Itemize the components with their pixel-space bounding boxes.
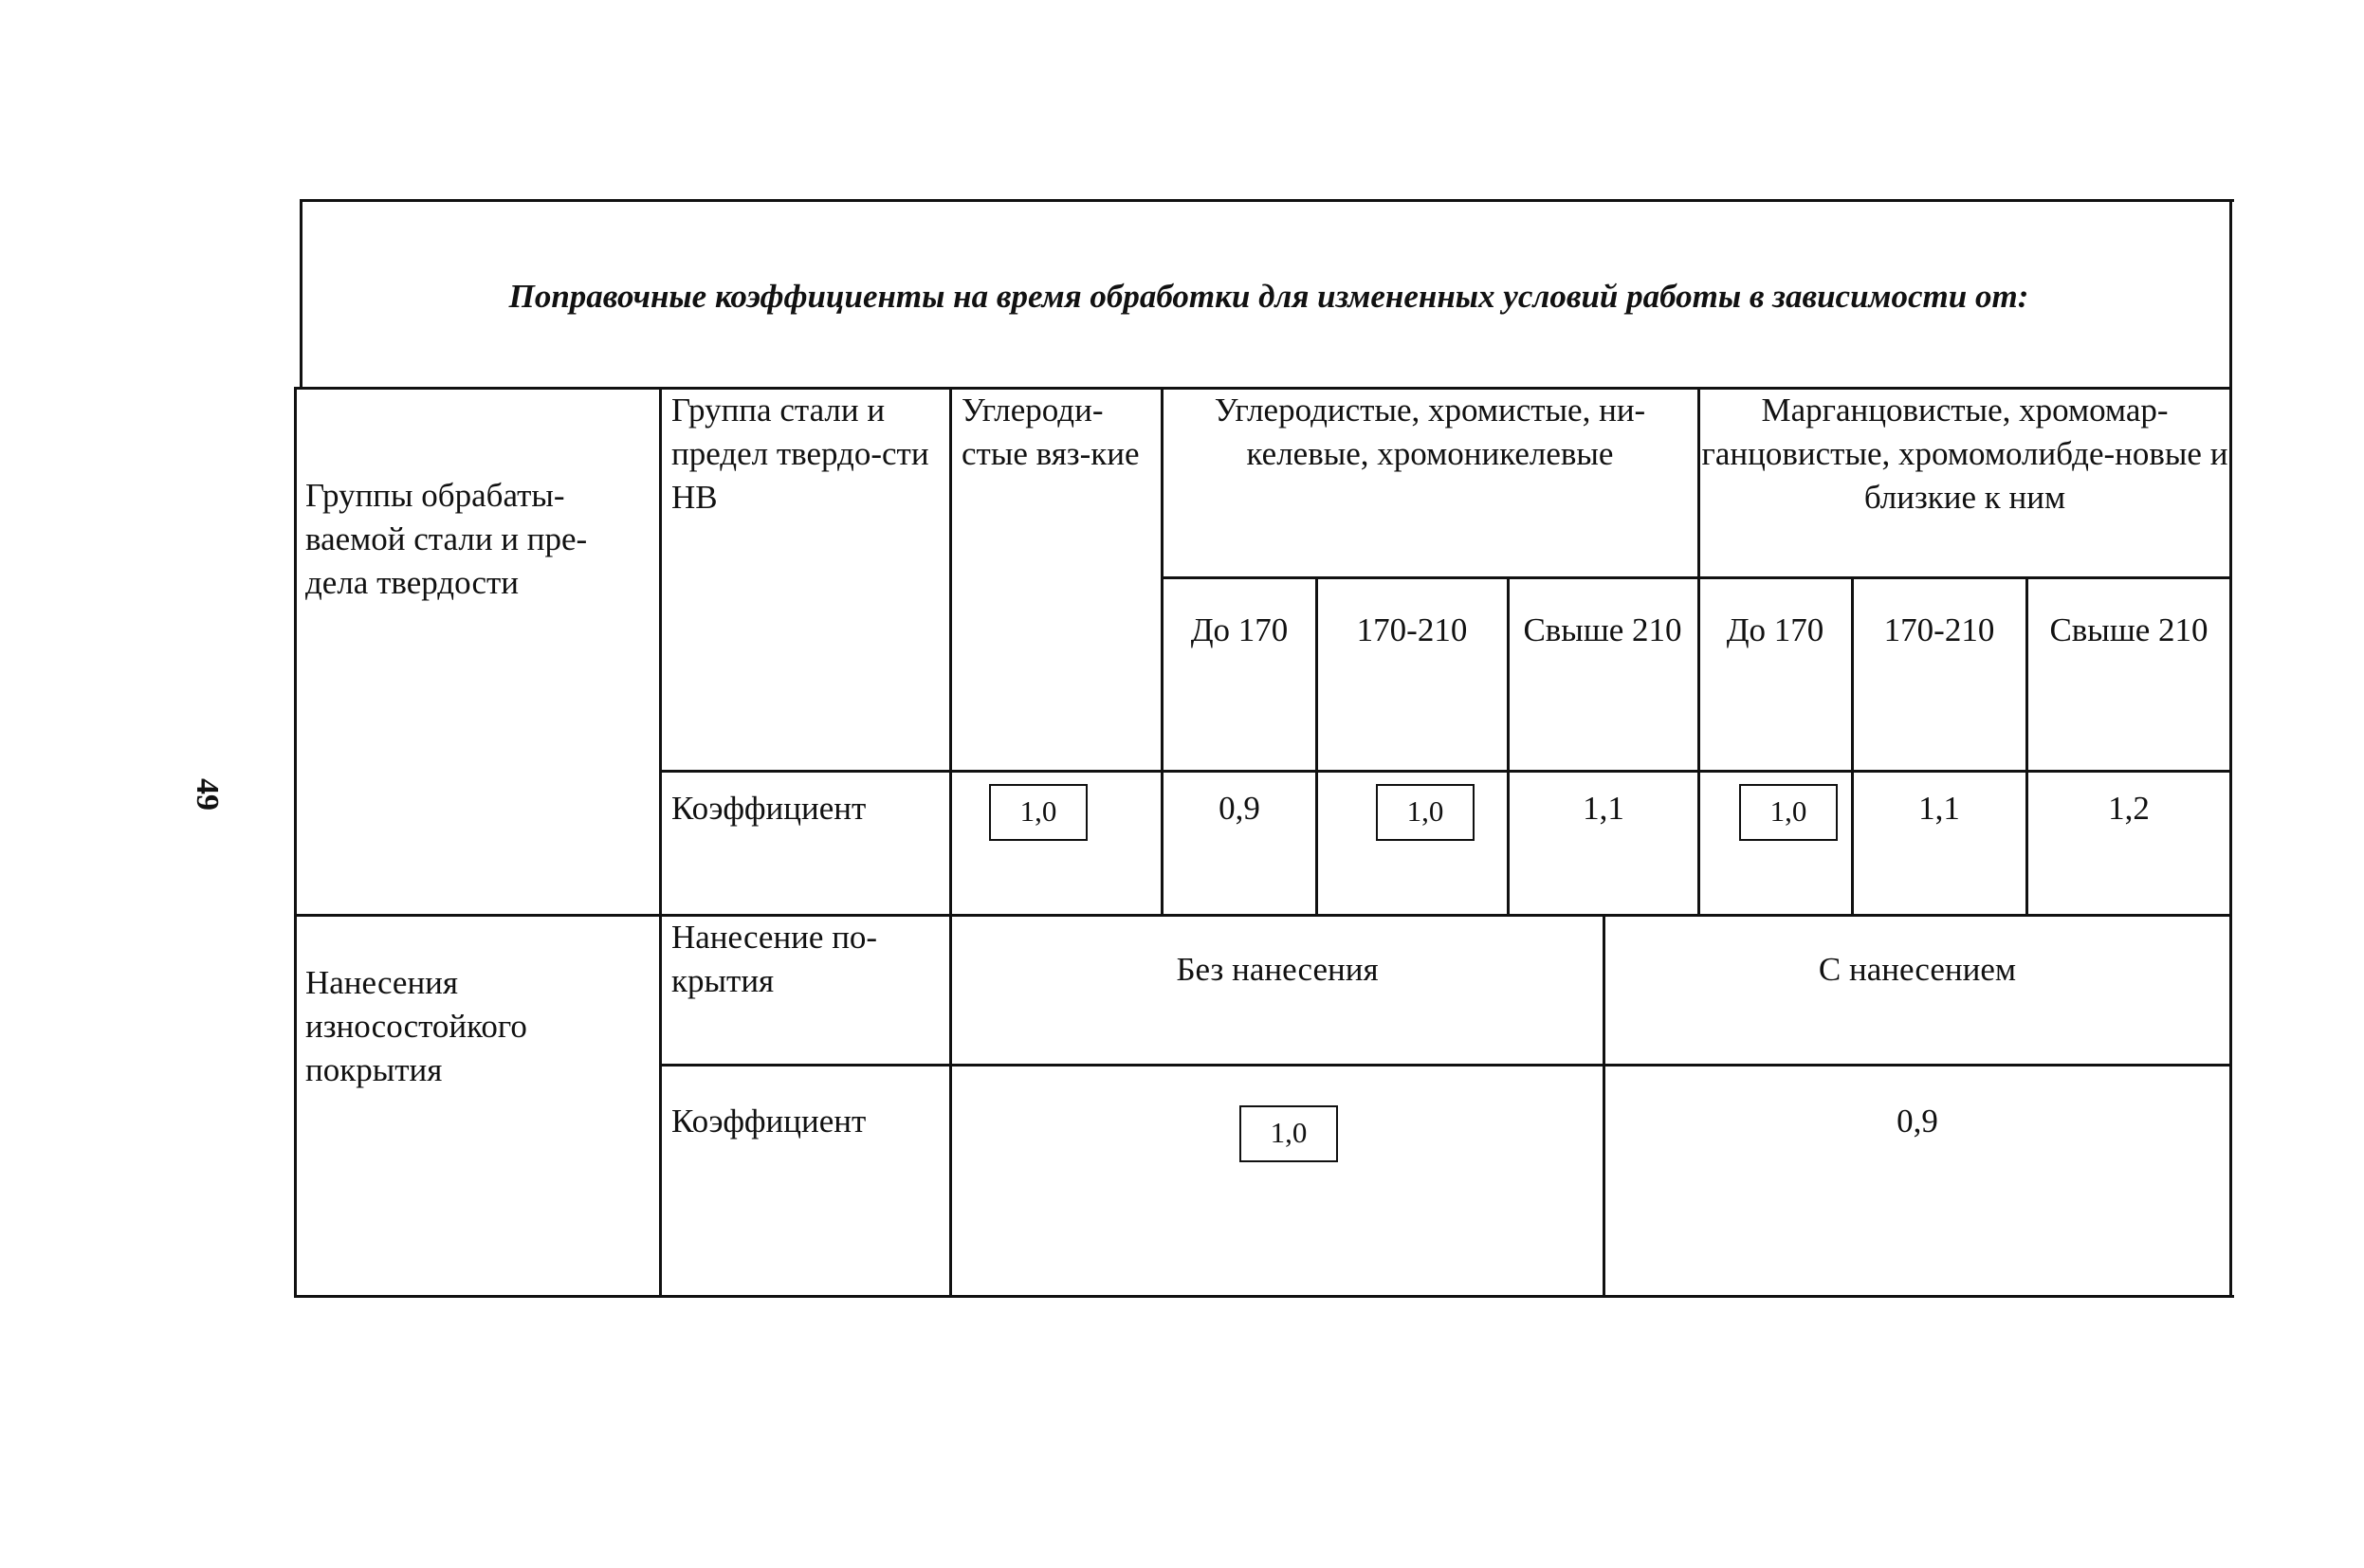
range-cell-2c: Свыше 210 [2049, 611, 2208, 648]
coef-2a: 1,0 [1739, 784, 1838, 841]
coef-2b: 1,1 [1918, 790, 1960, 827]
coef-1a: 0,9 [1219, 790, 1260, 827]
page-number: 49 [190, 778, 225, 811]
table-title: Поправочные коэффициенты на время обработки для измененных условий работы в зависимости от: [508, 278, 2029, 315]
with-coating-header: С нанесением [1818, 951, 2017, 988]
range-cell-1a: До 170 [1190, 611, 1289, 648]
manganese-header: Марганцовистые, хромомар-ганцовистые, хромомолибде-новые и близкие к ним [1701, 392, 2228, 516]
no-coating-header: Без нанесения [1176, 951, 1379, 988]
carbon-viscous-header: Углероди-стые вяз-кие [962, 392, 1140, 472]
range-cell-2b: 170-210 [1883, 611, 1995, 648]
carbon-chrome-header: Углеродистые, хромистые, ни-келевые, хромоникелевые [1214, 392, 1646, 472]
coef-with-coating: 0,9 [1897, 1103, 1938, 1140]
coating-coef-label: Коэффициент [671, 1103, 867, 1140]
steel-coef-label: Коэффициент [671, 790, 867, 827]
coef-no-coating: 1,0 [1239, 1105, 1338, 1162]
coef-2c: 1,2 [2108, 790, 2150, 827]
coef-carbon-viscous: 1,0 [989, 784, 1088, 841]
range-cell-1b: 170-210 [1356, 611, 1468, 648]
coating-header: Нанесение по-крытия [671, 919, 878, 999]
range-cell-1c: Свыше 210 [1523, 611, 1682, 648]
steel-row-label: Группы обрабаты-ваемой стали и пре-дела твердости [305, 477, 588, 601]
range-cell-2a: До 170 [1726, 611, 1824, 648]
steel-group-header: Группа стали и предел твердо-сти НВ [671, 392, 929, 516]
coating-row-label: Нанесения износостойкого покрытия [305, 964, 527, 1088]
coef-1b: 1,0 [1376, 784, 1475, 841]
coef-1c: 1,1 [1583, 790, 1624, 827]
